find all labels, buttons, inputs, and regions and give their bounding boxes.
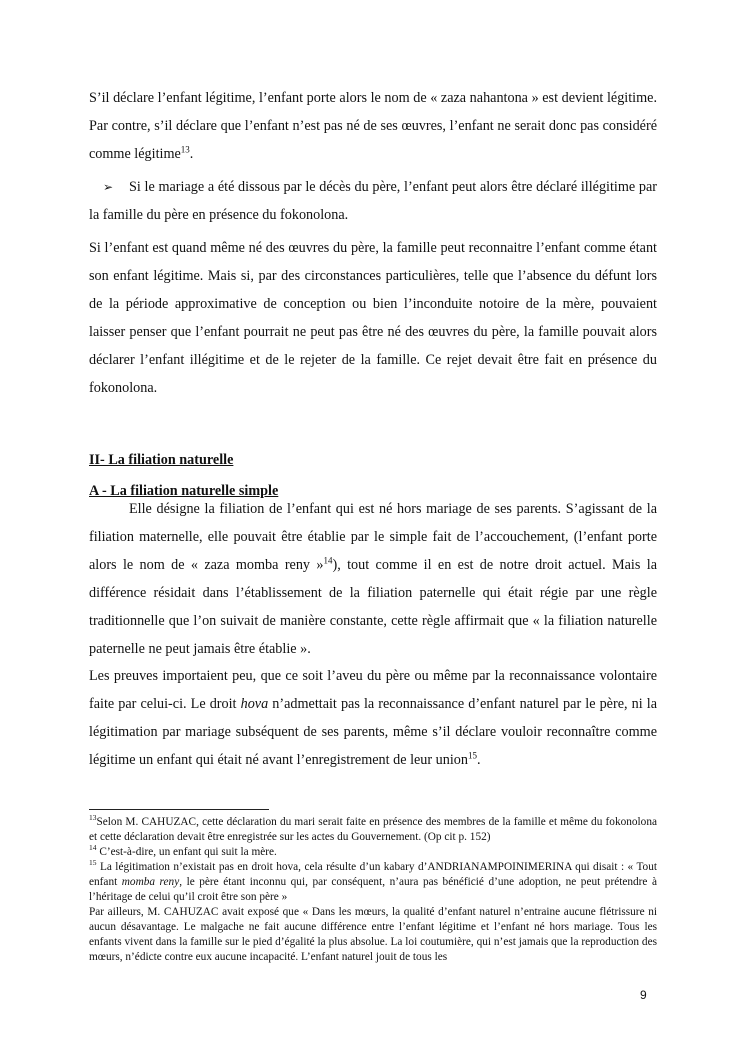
italic-term: hova — [240, 696, 269, 712]
footnote-13: $^{13}$Selon M. CAHUZAC, cette déclaration du mari serait faite en présence des membres de la famille et même du fokonolona et cette déclaration devait être enregistrée sur les actes du Gouvernement. (Op cit p. 152) — [89, 813, 657, 843]
paragraph-family-recognition — [89, 234, 657, 402]
page-number: 9 — [640, 988, 647, 1002]
footnote-15: $^{15}$ La légitimation n’existait pas en droit hova, cela résulte d’un kabary d’ANDRIANAMPOINIMERINA qui disait : « Tout enfant momba reny, le père étant inconnu qui, par conséquent, n’aura pas bénéficié d’une adoption, ne peut prétendre à l’héritage de celui qu’il croit être son père » — [89, 858, 657, 903]
arrow-bullet-icon: ➢ — [103, 180, 114, 194]
paragraph-natural-filiation: Elle désigne la filiation de l’enfant qui est né hors mariage de ses parents. S’agissant de la filiation maternelle, elle pouvait être établie par le simple fait de l’accouchement, (l’enfant porte alors le nom de « zaza momba reny »$^{14}$), tout comme il en est de notre droit actuel. Mais la différence résidait dans l’établissement de la filiation paternelle qui était régie par une règle traditionnelle que l’on suivait de manière constante, cette règle affirmait que « la filiation naturelle paternelle ne peut jamais être établie ». — [89, 501, 657, 657]
footnote-continuation: Par ailleurs, M. CAHUZAC avait exposé que « Dans les mœurs, la qualité d’enfant naturel n’entraine aucune flétrissure ni aucun désavantage. Le malgache ne fait aucune différence entre l’enfant légitime et l’enfant né hors mariage. Tous les enfants vivent dans la famille sur le pied d’égalité la plus absolue. La loi coutumière, qui n’est jamais que la reproduction des mœurs, n’édicte contre eux aucune incapacité. L’enfant naturel jouit de tous les — [89, 906, 657, 963]
paragraph-text: Les preuves importaient peu, que ce soit l’aveu du père ou même par la reconnaissance volontaire faite par celui-ci. Le droit — [89, 668, 657, 712]
bullet-paragraph — [89, 173, 657, 229]
footnote-separator — [89, 809, 269, 810]
section-heading — [89, 450, 657, 470]
footnotes — [89, 815, 657, 965]
bullet-text: Si le mariage a été dissous par le décès du père, l’enfant peut alors être déclaré illégitime par la famille du père en présence du fokonolona. — [89, 179, 657, 223]
footnote-14: $^{14}$ C’est-à-dire, un enfant qui suit la mère. — [89, 843, 277, 858]
paragraph-text: Elle désigne la filiation de l’enfant qui est né hors mariage de ses parents. S’agissant de la filiation maternelle, elle pouvait être établie par le simple fait de l’accouchement, (l’enfant porte alors le nom de « zaza momba reny » — [89, 501, 657, 573]
paragraph-proofs: Les preuves importaient peu, que ce soit l’aveu du père ou même par la reconnaissance volontaire faite par celui-ci. Le droit hova n’admettait pas la reconnaissance d’enfant naturel par le père, ni la légitimation par mariage subséquent de ses parents, même s’il déclare vouloir reconnaître comme légitime un enfant qui était né avant l’enregistrement de leur union$^{15}$. — [89, 668, 657, 768]
footnote-ref-15[interactable]: 15 — [468, 750, 477, 761]
subsection-title: A - La filiation naturelle simple — [89, 483, 279, 499]
paragraph-legitimacy-declaration: S’il déclare l’enfant légitime, l’enfant porte alors le nom de « zaza nahantona » est devient légitime. Par contre, s’il déclare que l’enfant n’est pas né de ses œuvres, l’enfant ne serait donc pas considéré comme légitime$^{13}$. — [89, 90, 657, 162]
paragraph-text: Si l’enfant est quand même né des œuvres du père, la famille peut reconnaitre l’enfant comme étant son enfant légitime. Mais si, par des circonstances particulières, telle que l’absence du défunt lors de la période approximative de conception ou bien l’inconduite notoire de la mère, pouvaient laisser penser que l’enfant pourrait ne peut pas être né des œuvres du père, la famille pouvait alors déclarer l’enfant illégitime et de le rejeter de la famille. Ce rejet devait être fait en présence du fokonolona. — [89, 240, 657, 396]
paragraph-text: S’il déclare l’enfant légitime, l’enfant porte alors le nom de « zaza nahantona » est devient légitime. Par contre, s’il déclare que l’enfant n’est pas né de ses œuvres, l’enfant ne serait donc pas considéré comme légitime — [89, 90, 657, 162]
footnote-ref-13[interactable]: 13 — [180, 144, 190, 155]
footnote-ref-14[interactable]: 14 — [323, 555, 333, 566]
section-title: II- La filiation naturelle — [89, 452, 234, 468]
